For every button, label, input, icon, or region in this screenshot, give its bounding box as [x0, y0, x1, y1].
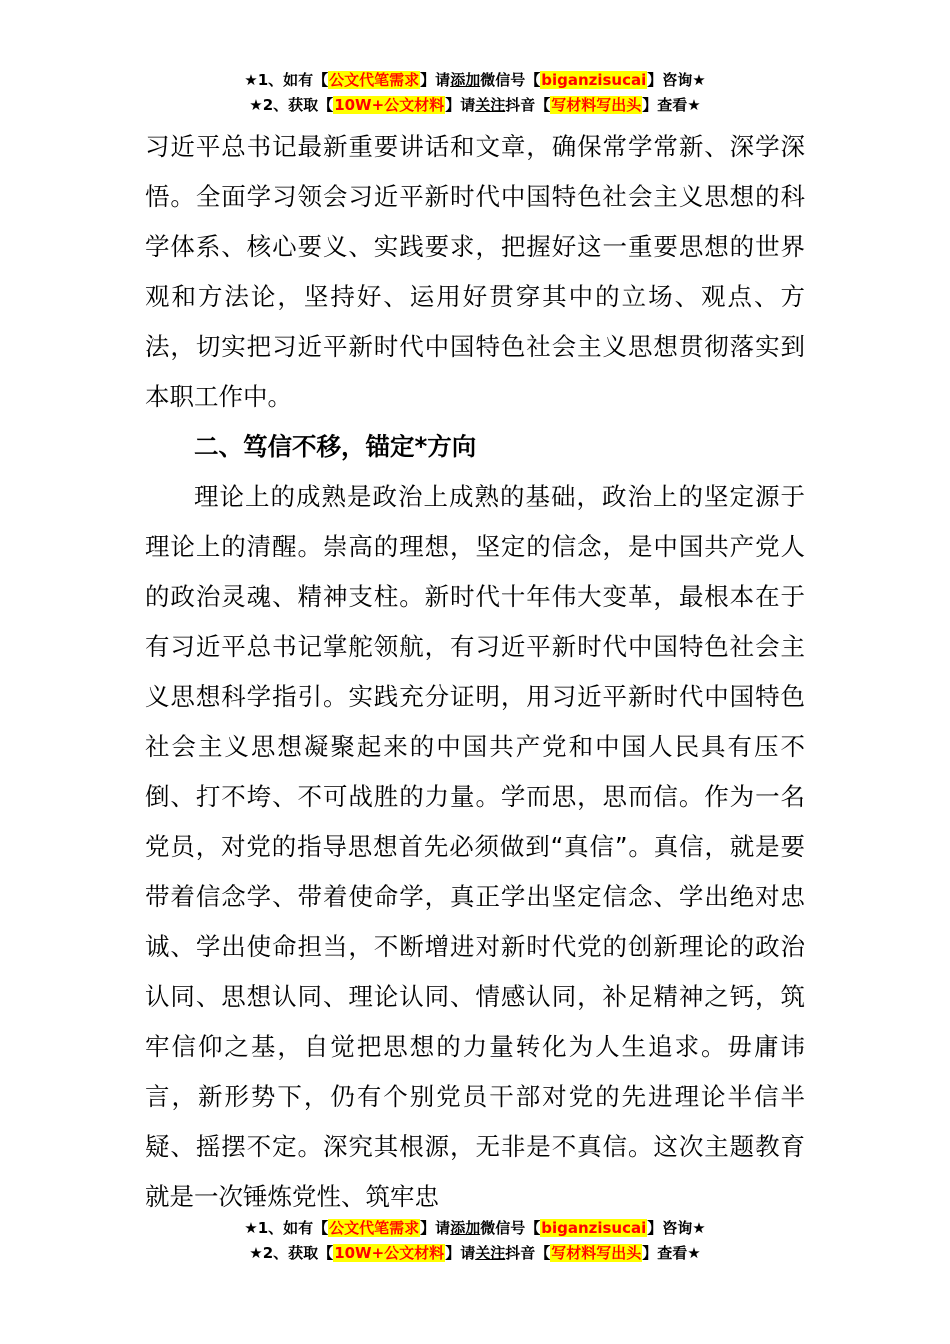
underlined-word: 关注 [475, 1244, 506, 1262]
underlined-word: 关注 [475, 96, 506, 114]
banner-line-2: ★2、获取【10W+公文材料】请关注抖音【写材料写出头】查看★ [249, 96, 701, 114]
highlight-service: 公文代笔需求 [329, 1219, 420, 1237]
banner-line-2: ★2、获取【10W+公文材料】请关注抖音【写材料写出头】查看★ [249, 1244, 701, 1262]
highlight-wechat-id: biganzisucai [541, 1219, 647, 1237]
section-heading: 二、笃信不移，锚定*方向 [194, 432, 477, 461]
highlight-account: 写材料写出头 [551, 96, 642, 114]
banner-line-1: ★1、如有【公文代笔需求】请添加微信号【biganzisucai】咨询★ [244, 1219, 706, 1237]
footer-banner [0, 1216, 950, 1266]
banner-line-1: ★1、如有【公文代笔需求】请添加微信号【biganzisucai】咨询★ [244, 71, 706, 89]
header-banner [0, 68, 950, 118]
paragraph-1: 习近平总书记最新重要讲话和文章，确保常学常新、深学深悟。全面学习领会习近平新时代中国特色社会主义思想的科学体系、核心要义、实践要求，把握好这一重要思想的世界观和方法论，坚持好、运用好贯穿其中的立场、观点、方法，切实把习近平新时代中国特色社会主义思想贯彻落实到本职工作中。 [145, 132, 805, 411]
highlight-service: 公文代笔需求 [329, 71, 420, 89]
highlight-wechat-id: biganzisucai [541, 71, 647, 89]
paragraph-2: 理论上的成熟是政治上成熟的基础，政治上的坚定源于理论上的清醒。崇高的理想，坚定的信念，是中国共产党人的政治灵魂、精神支柱。新时代十年伟大变革，最根本在于有习近平总书记掌舵领航，有习近平新时代中国特色社会主义思想科学指引。实践充分证明，用习近平新时代中国特色社会主义思想凝聚起来的中国共产党和中国人民具有压不倒、打不垮、不可战胜的力量。学而思，思而信。作为一名党员，对党的指导思想首先必须做到“真信”。真信，就是要带着信念学、带着使命学，真正学出坚定信念、学出绝对忠诚、学出使命担当，不断增进对新时代党的创新理论的政治认同、思想认同、理论认同、情感认同，补足精神之钙，筑牢信仰之基，自觉把思想的力量转化为人生追求。毋庸讳言，新形势下，仍有个别党员干部对党的先进理论半信半疑、摇摆不定。深究其根源，无非是不真信。这次主题教育就是一次锤炼党性、筑牢忠 [145, 482, 805, 1211]
highlight-materials: 10W+公文材料 [334, 96, 445, 114]
highlight-account: 写材料写出头 [551, 1244, 642, 1262]
underlined-word: 添加 [450, 1219, 481, 1237]
underlined-word: 添加 [450, 71, 481, 89]
highlight-materials: 10W+公文材料 [334, 1244, 445, 1262]
document-body [145, 122, 805, 1222]
